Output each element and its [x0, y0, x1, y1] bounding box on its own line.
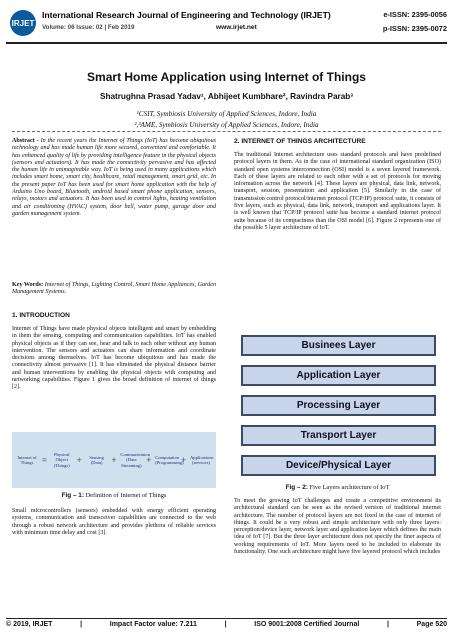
fig2-caption-label: Fig – 2:	[285, 484, 308, 491]
footer-impact-factor: Impact Factor value: 7.211	[109, 621, 197, 628]
architecture-paragraph-2: To meet the growing IoT challenges and create a competitive environment its architectural standard can be seen as the revised version of traditional internet architecture. The number of protocol layers are not fixed in the case of internet of things. It could be a very robust and simple architecture with only three layers: perception/device layer, network layer and application layer which defines the main idea of IoT [7]. But the three layer architecture does not specify the finer aspects of working requirements of IoT. More layers need to be included to elaborate its functionality. One such architecture might have five layered protocol which includes	[234, 498, 441, 556]
fig2-caption-text: Five Layers architecture of IoT	[307, 484, 390, 491]
affiliation-2: ²,³AME, Symbiosis University of Applied Sciences, Indore, India	[134, 121, 319, 129]
equals-sign: =	[41, 455, 47, 465]
footer-separator: |	[224, 621, 227, 628]
keywords	[12, 282, 216, 297]
layer-business: Businees Layer	[241, 335, 436, 356]
footer-page-number: Page 520	[416, 621, 447, 628]
abstract-text: In the recent years the Internet of Things (IoT) has become ubiquitous technology and has made human life more secured, convenient and comfortable. It has enhanced quality of life by providing intelligence feature in the physical objects (sensors and actuators). It has made the connectivity pervasive and has affected the human life in unimaginable way. IoT is being used in many applications which includes smart home, smart city, healthcare, retail management, smart grid, etc. In the present paper IoT has been used for smart home application with the help of Arduino Uno board, Bluetooth, android based smart phone application, sensors, relays, motors and actuators. It has been used to control lights, heating ventilation and air conditioning (HVAC) system, door bell, water pump, garage door and garden management system.	[12, 138, 217, 217]
irjet-logo: IRJET	[10, 10, 36, 36]
footer-separator: |	[80, 621, 83, 628]
plus-sign: +	[181, 455, 187, 465]
left-paragraph-2: Small microcontrollers (sensors) embedded with energy efficient operating systems, communication and transceiver capabilities are connected to the web through a robust network architecture and provides plethora of reliable services with minimum time delay and cost [3].	[12, 508, 216, 536]
plus-sign: +	[146, 455, 152, 465]
architecture-paragraph-1: The traditional Internet architecture uses standard protocols and have predefined protocol layers in them. As in the case of international standard organization (ISO) standard open systems interconnection (OSI) model is a seven layered framework. Each of these layers are related to each other with a set of protocols for moving information across the network [4]. These layers are physical, data link, network, transport, session, presentation and application [5]. Similarly in the case of transmission control protocol/internet protocol (TCP/IP) protocol suite, it consists of five layers, such as physical, data link, network, transport and applications layer. It is well known that TCP/IP protocol suite has become a standard internet protocol suite because of its compactness than the OSI model [6]. Figure 2 represents one of the possible 5 layer architecture of IoT.	[234, 152, 441, 231]
volume-issue: Volume: 06 Issue: 02 | Feb 2019	[42, 24, 135, 31]
fig1-caption-label: Fig – 1:	[61, 492, 84, 499]
fig1-item: Communication (Data Streaming)	[120, 452, 150, 468]
journal-header	[6, 8, 447, 42]
layer-processing: Processing Layer	[241, 395, 436, 416]
header-rule	[6, 42, 447, 44]
fig1-item: Computation (Programming)	[155, 454, 184, 465]
paper-authors: Shatrughna Prasad Yadav¹, Abhijeet Kumbhare², Ravindra Parab³	[100, 92, 353, 101]
footer-separator: |	[386, 621, 389, 628]
plus-sign: +	[111, 455, 117, 465]
website-link[interactable]: www.irjet.net	[216, 24, 257, 31]
fig1-item: Physical Object (Things)	[53, 452, 70, 468]
fig1-item: Sensing (Data)	[89, 454, 104, 465]
footer-iso: ISO 9001:2008 Certified Journal	[254, 621, 360, 628]
fig1-caption-text: Definition of Internet of Things	[83, 492, 167, 499]
page-footer	[6, 621, 447, 628]
keywords-text: Internet of Things, Lighting Control, Smart Home Appliances, Garden Management Systems.	[12, 282, 216, 296]
fig1-item: Internet of Things	[17, 454, 37, 465]
footer-rule	[6, 618, 447, 619]
figure-2-caption	[234, 484, 441, 491]
abstract	[12, 138, 216, 218]
figure-1-caption	[12, 492, 216, 499]
plus-sign: +	[76, 455, 82, 465]
pissn: p-ISSN: 2395-0072	[382, 24, 447, 33]
architecture-heading: 2. INTERNET OF THINGS ARCHITECTURE	[234, 138, 366, 145]
layer-transport: Transport Layer	[241, 425, 436, 446]
section-separator	[12, 131, 441, 132]
layer-device-physical: Device/Physical Layer	[241, 455, 436, 476]
paper-title: Smart Home Application using Internet of Things	[87, 70, 366, 84]
intro-text: Internet of Things have made physical objects intelligent and smart by embedding in them the sensing, computing and communication capabilities. IoT has enabled physical objects as if they can see, hear and talk to each other without any human intervention. The sensors and actuators can share information and coordinate decisions among themselves. IoT has become ubiquitous and has made the connectivity almost pervasive [1]. It has eliminated the physical distance barrier and human interventions by enabling the physical objects with computing and networking capabilities. Figure 1 gives the broad definition of internet of things [2].	[12, 326, 216, 391]
eissn: e-ISSN: 2395-0056	[383, 10, 447, 19]
journal-name: International Research Journal of Engineering and Technology (IRJET)	[42, 10, 331, 20]
affiliation-1: ¹CSIT, Symbiosis University of Applied Sciences, Indore, India	[136, 110, 317, 118]
abstract-label: Abstract -	[12, 138, 39, 144]
intro-heading: 1. INTRODUCTION	[12, 312, 70, 319]
footer-copyright: © 2019, IRJET	[6, 621, 53, 628]
fig1-item: Applications (services)	[189, 454, 214, 465]
layer-application: Application Layer	[241, 365, 436, 386]
keywords-label: Key Words:	[12, 282, 44, 288]
figure-1-diagram	[12, 432, 216, 488]
